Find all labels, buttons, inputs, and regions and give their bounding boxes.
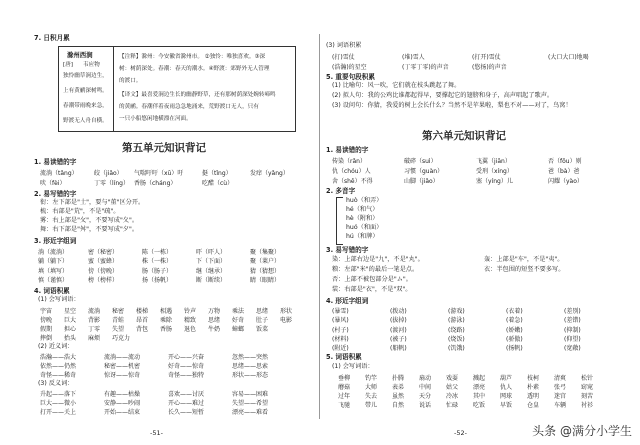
note-line: 的渡口。 bbox=[119, 78, 142, 84]
s3-row: 躺（躺下） 蜜（蜜蜂） 株（一株） 下（下面） 聚（莱户） bbox=[38, 258, 281, 265]
poem-author: 韦应物 bbox=[83, 62, 100, 68]
s1-row: 舍（shě）不得 山脚（jiǎo） 塞（yíng）儿 闪耀（yào） bbox=[332, 178, 583, 185]
s3-row: 淌（流淌） 密（秘密） 陈（一栋） 吓（吓人） 聚（集聚） bbox=[38, 249, 281, 256]
s3-line: 染：上部右边是"九"，不是"丸"。 bbox=[332, 256, 424, 263]
word-row: 过年 失去 虽然 天分 冷冰 其中 网球 透明 迷宫 刻苦 bbox=[338, 393, 594, 400]
s1-row: 流淌（tǎng） 皎（jiǎo） 气喘吁吁（xū）吁 挺（tǐng） 发痒（yǎng） bbox=[40, 170, 289, 177]
section-title: 5. 词语积累 bbox=[326, 353, 362, 361]
word-row: 假期 担心 丁零 失望 背包 香肠 退色 牛奶 蟑螂 饭菜 bbox=[40, 326, 269, 333]
phrase-row: (打)雪仗 (堆)雪人 (打开)雪仗 (大口大口)地喝 bbox=[332, 54, 589, 61]
page-divider bbox=[319, 34, 320, 419]
s3-row: 慎（谨慎） 榜（榜样） 扬（扬帆） 断（断续） 睛（眼睛） bbox=[38, 277, 281, 284]
watermark: 头条 @满分小学生 bbox=[532, 424, 632, 438]
section-title: 4. 词语积累 bbox=[34, 287, 70, 295]
s2-line: 雾：右上部是"攵"，不要写成"夂"。 bbox=[40, 217, 139, 224]
word-row: 宇宙 星空 流淌 秘密 楼梯 相遇 铃声 万物 乘法 思绪 形状 bbox=[40, 308, 293, 315]
ant-row: 升起——落下 有趣——枯燥 喜欢——讨厌 容易——困难 bbox=[40, 391, 269, 398]
sentence-line: (3) 设问句：你猜，我爱的树上会长什么？当然不是苹果啦，梨也不对——对了，鸟窝！ bbox=[332, 102, 572, 109]
s1-row: 吠（fèi） 丁零（líng） 香肠（cháng） 吃醋（cù） bbox=[40, 180, 234, 187]
section-title: 3. 易写错的字 bbox=[326, 246, 369, 254]
note-line: 树：树荫深处。春潮：春天的潮水。④野渡：郊野外无人管理 bbox=[119, 66, 270, 72]
subsection-title: (1) 会写词语： bbox=[332, 363, 374, 370]
s4-row: (材料) (被子) (烧饭) (骄傲) (仰望) bbox=[332, 336, 581, 343]
note-line: 【译文】最喜爱涧边生长的幽静野草，还有那树荫深处婉转啼鸣 bbox=[119, 92, 276, 98]
page-number: -51- bbox=[150, 429, 163, 437]
section-7-title: 7. 日积月累 bbox=[34, 34, 70, 42]
polyphone-item: hè（附和） bbox=[346, 215, 379, 222]
syn-row: 奇怪——稀奇 惊讶——惊奇 奇怪——独特 形状——形态 bbox=[40, 372, 269, 379]
poem-line: 野渡无人舟自横。 bbox=[63, 118, 108, 124]
section-title: 2. 易写错的字 bbox=[34, 190, 77, 198]
subsection-title: (1) 会写词语： bbox=[38, 296, 80, 303]
note-line: 的黄鹂。春潮伴着夜雨急急地涌来，荒野渡口无人，只有 bbox=[119, 104, 259, 110]
s4-row: (暴雪) (拨动) (游戏) (衣着) (差别) bbox=[332, 308, 581, 315]
word-row: 蘑菇 大师 表弟 中间 姑父 漂亮 仇人 朴素 张弓 窈窕 bbox=[338, 384, 594, 391]
s4-row: (村子) (渡河) (绕路) (娇嫩) (抑制) bbox=[332, 327, 581, 334]
poem-title: 滁州西涧 bbox=[67, 51, 93, 59]
s3-line: 否：上部不被包部分是"ム"。 bbox=[332, 276, 412, 283]
word-row: 摔倒 抬头 麻烦 巧克力 bbox=[40, 335, 131, 342]
section-title: 2. 多音字 bbox=[326, 187, 356, 195]
section-title: 1. 易读错的字 bbox=[326, 146, 369, 154]
s3-row: 填（填写） 傍（傍晚） 肠（肠子） 继（继承） 猜（猜想） bbox=[38, 268, 281, 275]
section-title: 5. 重要句段积累 bbox=[326, 73, 375, 81]
polyphone-item: hé（和气） bbox=[346, 206, 379, 213]
note-line: 一只小船悠闲地横漂在河面。 bbox=[119, 116, 192, 122]
section-title: 4. 形近字组词 bbox=[326, 297, 369, 305]
s1-row: 仇（chóu）人 习惯（guàn） 受刑（xíng） 爸（bà）爸 bbox=[332, 168, 580, 175]
polyphone-item: huó（和面） bbox=[346, 224, 383, 231]
word-row: 傍晚 巨大 背影 青蛙 昂首 乘除 精致 思绪 好奇 肚子 电影 bbox=[40, 317, 293, 324]
section-title: 3. 形近字组词 bbox=[34, 237, 77, 245]
sentence-line: (1) 比喻句：风一吹，它们就在枝头跳起了舞。 bbox=[332, 82, 461, 89]
poem-line: 春潮带雨晚来急， bbox=[63, 103, 108, 109]
poem-line: 上有黄鹂深树鸣。 bbox=[63, 88, 108, 94]
s4-row: (附近) (船帆) (饥饿) (扬帆) (宽敞) bbox=[332, 345, 581, 352]
subsection-title: (3) 反义词： bbox=[38, 380, 74, 387]
poem-line: 独怜幽草涧边生， bbox=[63, 73, 108, 79]
word-row: 飞驰 带儿 自然 说话 忙碌 吃饭 早饭 仓皇 车辆 衬衫 bbox=[338, 402, 594, 409]
unit-5-title: 第五单元知识背记 bbox=[122, 142, 206, 154]
s3-line: 衣：半包围的短竖不要多写。 bbox=[484, 266, 565, 273]
sentence-line: (2) 拟人句：我的公鸡比谁都起得早，要撑起它的翅膀和身子，高声唱起了歌声。 bbox=[332, 92, 554, 99]
poem-panel bbox=[59, 47, 114, 131]
ant-row: 打开——关上 开始——结束 长久——短暂 漂亮——难看 bbox=[40, 409, 269, 416]
unit-6-title: 第六单元知识背记 bbox=[422, 130, 506, 142]
word-row: 垂柳 钓竿 扑腾 扇动 戏耍 溅起 葫芦 枝柯 清爽 松针 bbox=[338, 375, 594, 382]
s4-row: (暴风) (拔掉) (游泳) (着急) (差错) bbox=[332, 317, 581, 324]
left-page bbox=[0, 0, 316, 445]
section-title: 1. 易读错的字 bbox=[34, 158, 77, 166]
ant-row: 巨大——微小 安静——吵闹 开心——难过 失望——希望 bbox=[40, 400, 269, 407]
s2-line: 衔：左下部是"土"，要与"董"区分开。 bbox=[40, 199, 145, 206]
syn-row: 依然——仍然 秘密——机密 好奇——惊奇 思绪——思索 bbox=[40, 363, 269, 370]
polyphone-item: hú（和牌） bbox=[346, 233, 379, 240]
s3-line: 粮：左部"米"的最后一笔是点。 bbox=[332, 266, 419, 273]
subsection-title: (2) 近义词： bbox=[38, 343, 74, 350]
poem-dynasty: [唐] bbox=[63, 62, 73, 68]
s3-line: 装：右部是"衣"，不是"双"。 bbox=[332, 286, 412, 293]
s3-line: 轰：上部是"车"，不是"夷"。 bbox=[484, 256, 564, 263]
polyphone-item: huò（和弄） bbox=[346, 197, 383, 204]
right-page bbox=[324, 0, 640, 445]
s2-line: 舞：右下部是"舛"，不要写成"夕"。 bbox=[40, 226, 139, 233]
note-line: 【注释】滁州：今安徽省滁州市。 ②独怜：唯独喜欢。③深 bbox=[119, 54, 266, 60]
syn-row: 浩瀚——浩大 流淌——流动 开心——兴奋 忽然——突然 bbox=[40, 354, 269, 361]
poem-box bbox=[58, 46, 296, 132]
phrase-row: (浩瀚)的星空 (丁零丁零)的声音 (悠扬)的声音 bbox=[332, 64, 507, 71]
s1-row: 传染（rǎn） 破碎（suì） 飞翼（jiān） 否（fǒu）则 bbox=[332, 158, 582, 165]
polyphone-brace bbox=[336, 197, 343, 245]
page-number: -52- bbox=[454, 429, 467, 437]
s2-line: 梳：右部是"荒"，不是"疏"。 bbox=[40, 208, 120, 215]
subsection-title: (3) 词语积累 bbox=[326, 42, 362, 49]
